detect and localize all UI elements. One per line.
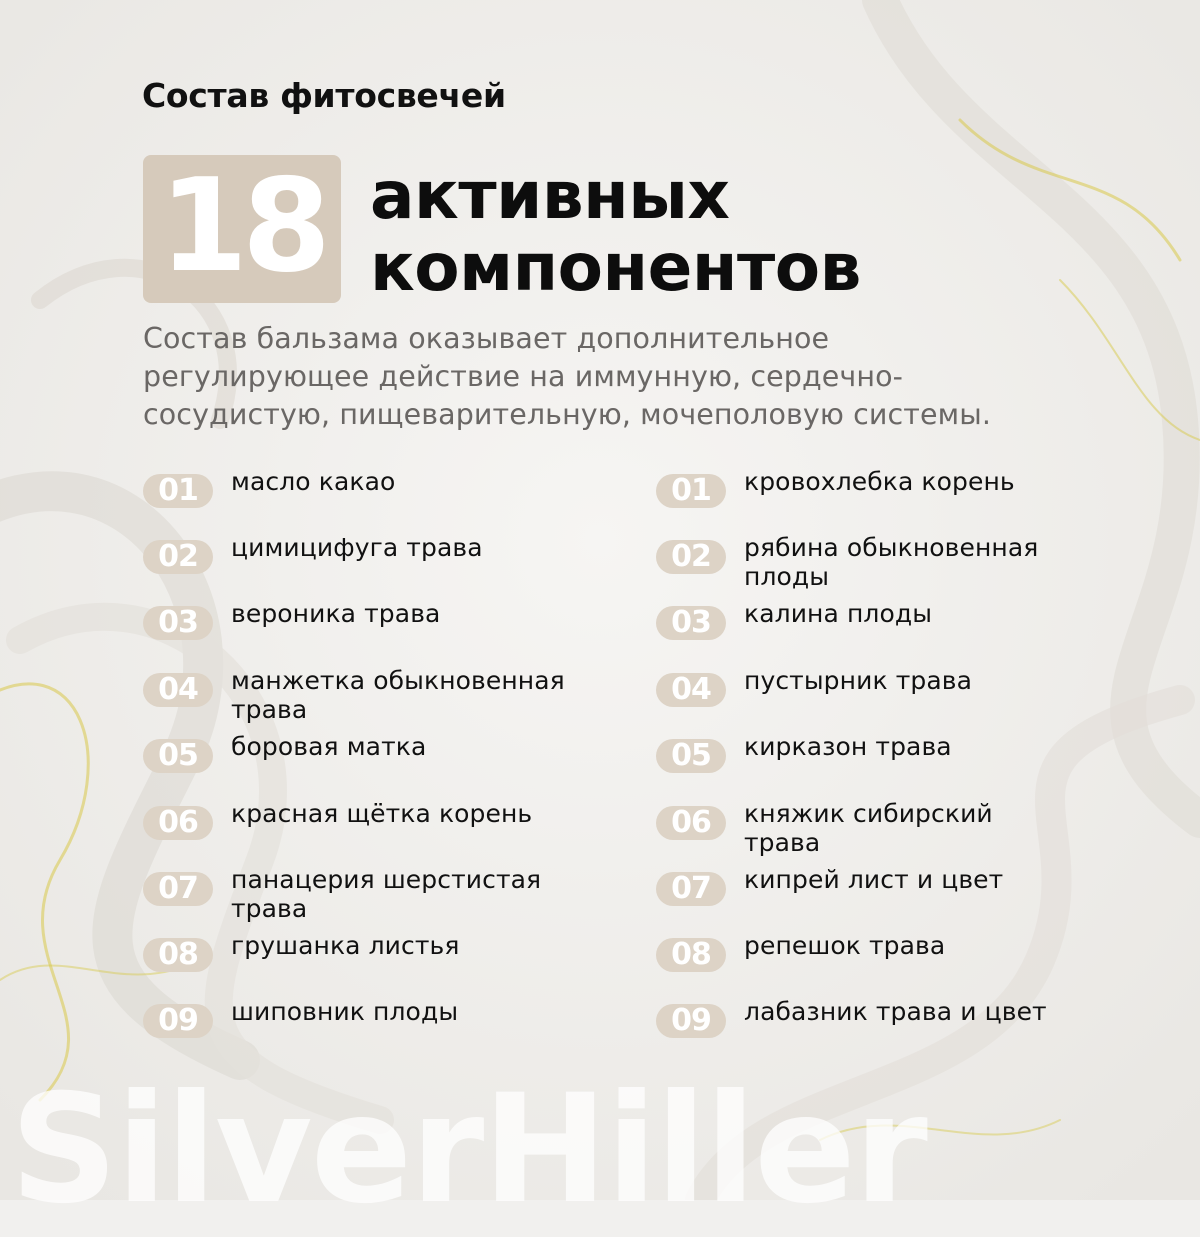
item-number: 07	[656, 872, 726, 906]
item-number: 09	[656, 1004, 726, 1038]
item-number: 08	[143, 938, 213, 972]
list-item	[656, 467, 1015, 508]
item-number: 03	[656, 606, 726, 640]
count-number: 18	[158, 152, 326, 301]
item-number: 02	[656, 540, 726, 574]
item-label: репешок трава	[744, 931, 946, 960]
list-item	[656, 666, 973, 707]
item-label: калина плоды	[744, 599, 933, 628]
item-label: вероника трава	[231, 599, 441, 628]
list-item	[656, 732, 952, 773]
list-item	[143, 799, 533, 840]
item-number: 01	[143, 474, 213, 508]
item-number: 05	[143, 739, 213, 773]
headline-line-2: компонентов	[370, 229, 861, 306]
item-label: грушанка листья	[231, 931, 460, 960]
item-number: 09	[143, 1004, 213, 1038]
list-item	[143, 865, 542, 923]
item-number: 08	[656, 938, 726, 972]
item-number: 01	[656, 474, 726, 508]
list-item	[143, 732, 427, 773]
list-item	[656, 865, 1004, 906]
item-number: 02	[143, 540, 213, 574]
list-item	[143, 666, 565, 724]
description-line-2: регулирующее действие на иммунную, сердечно-	[143, 360, 903, 393]
item-label: рябина обыкновенная плоды	[744, 533, 1039, 591]
list-item	[656, 931, 946, 972]
item-number: 06	[656, 806, 726, 840]
list-item	[143, 599, 441, 640]
item-number: 04	[656, 673, 726, 707]
list-item	[143, 533, 483, 574]
item-label: кровохлебка корень	[744, 467, 1015, 496]
item-label: пустырник трава	[744, 666, 973, 695]
item-number: 06	[143, 806, 213, 840]
item-label: цимицифуга трава	[231, 533, 483, 562]
item-number: 07	[143, 872, 213, 906]
item-label: масло какао	[231, 467, 396, 496]
item-label: боровая матка	[231, 732, 427, 761]
item-label: красная щётка корень	[231, 799, 533, 828]
count-badge	[143, 152, 341, 303]
item-label: кирказон трава	[744, 732, 952, 761]
list-item	[656, 997, 1047, 1038]
item-label: шиповник плоды	[231, 997, 459, 1026]
item-label: кипрей лист и цвет	[744, 865, 1004, 894]
brand-watermark: SilverHiller	[10, 1063, 926, 1237]
item-number: 03	[143, 606, 213, 640]
list-item	[656, 799, 993, 857]
list-item	[143, 467, 396, 508]
item-label: княжик сибирский трава	[744, 799, 993, 857]
description	[143, 320, 1123, 434]
headline-line-1: активных	[370, 157, 730, 234]
headline	[370, 157, 861, 306]
item-number: 04	[143, 673, 213, 707]
description-line-1: Состав бальзама оказывает дополнительное	[143, 322, 830, 355]
item-number: 05	[656, 739, 726, 773]
item-label: лабазник трава и цвет	[744, 997, 1047, 1026]
item-label: панацерия шерстистая трава	[231, 865, 542, 923]
list-item	[656, 599, 933, 640]
page-title: Состав фитосвечей	[142, 76, 506, 115]
list-item	[143, 931, 460, 972]
list-item	[143, 997, 459, 1038]
list-item	[656, 533, 1039, 591]
description-line-3: сосудистую, пищеварительную, мочеполовую системы.	[143, 398, 991, 431]
item-label: манжетка обыкновенная трава	[231, 666, 565, 724]
